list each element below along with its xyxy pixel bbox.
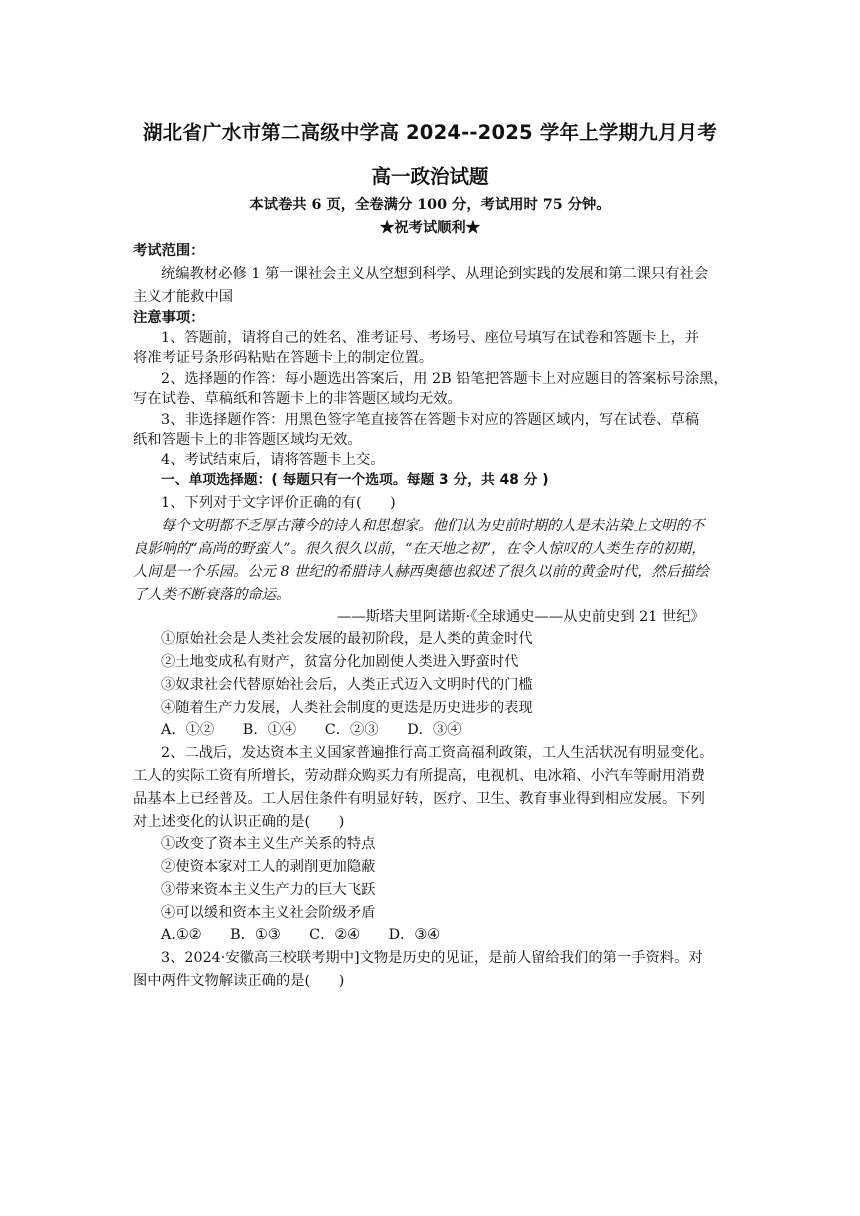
- q1-passage-1: 每个文明都不乏厚古薄今的诗人和思想家。他们认为史前时期的人是未沾染上文明的不: [161, 518, 705, 534]
- note-1b: 将准考证号条形码粘贴在答题卡上的制定位置。: [133, 350, 434, 366]
- note-2a: 2、选择题的作答：每小题选出答案后，用 2B 铅笔把答题卡上对应题目的答案标号涂黑，: [161, 371, 728, 387]
- notes-heading: 注意事项：: [133, 310, 205, 326]
- q1-choices: A．①② B．①④ C．②③ D．③④: [161, 722, 462, 738]
- scope-line-1: 统编教材必修 1 第一课社会主义从空想到科学、从理论到实践的发展和第二课只有社会: [161, 266, 709, 282]
- exam-wish: ★祝考试顺利★: [379, 220, 481, 236]
- note-1a: 1、答题前，请将自己的姓名、准考证号、考场号、座位号填写在试卷和答题卡上，并: [161, 330, 700, 346]
- q2-choices: A.①② B．①③ C．②④ D．③④: [161, 927, 440, 943]
- q2-option-4: ④可以缓和资本主义社会阶级矛盾: [161, 905, 376, 921]
- q1-passage-4: 了人类不断衰落的命运。: [133, 587, 291, 603]
- q2-stem-3: 品基本上已经普及。工人居住条件有明显好转，医疗、卫生、教育事业得到相应发展。下列: [133, 791, 705, 807]
- note-3a: 3、非选择题作答：用黑色签字笔直接答在答题卡对应的答题区域内，写在试卷、草稿: [161, 412, 700, 428]
- q1-source: ——斯塔夫里阿诺斯·《全球通史——从史前史到 21 世纪》: [337, 609, 705, 625]
- q2-stem-2: 工人的实际工资有所增长，劳动群众购买力有所提高，电视机、电冰箱、小汽车等耐用消费: [133, 768, 705, 784]
- exam-info: 本试卷共 6 页，全卷满分 100 分，考试用时 75 分钟。: [249, 197, 611, 213]
- q1-option-2: ②土地变成私有财产，贫富分化加剧使人类进入野蛮时代: [161, 654, 519, 670]
- q1-option-4: ④随着生产力发展，人类社会制度的更迭是历史进步的表现: [161, 700, 533, 716]
- q2-option-3: ③带来资本主义生产力的巨大飞跃: [161, 882, 376, 898]
- q1-option-3: ③奴隶社会代替原始社会后，人类正式迈入文明时代的门槛: [161, 677, 533, 693]
- q1-stem: 1、下列对于文字评价正确的有( ): [161, 495, 396, 511]
- exam-subject: 高一政治试题: [371, 165, 489, 188]
- q2-option-2: ②使资本家对工人的剥削更加隐蔽: [161, 859, 376, 875]
- note-2b: 写在试卷、草稿纸和答题卡上的非答题区域均无效。: [133, 391, 462, 407]
- q1-passage-3: 人间是一个乐园。公元 8 世纪的希腊诗人赫西奥德也叙述了很久以前的黄金时代，然后描绘: [133, 564, 709, 580]
- q2-stem-4: 对上述变化的认识正确的是( ): [133, 814, 345, 830]
- note-3b: 纸和答题卡上的非答题区域均无效。: [133, 432, 362, 448]
- q2-option-1: ①改变了资本主义生产关系的特点: [161, 836, 376, 852]
- scope-heading: 考试范围：: [133, 243, 205, 259]
- q3-stem-1: 3、2024·安徽高三校联考期中]文物是历史的见证，是前人留给我们的第一手资料。对: [161, 950, 703, 966]
- q1-option-1: ①原始社会是人类社会发展的最初阶段，是人类的黄金时代: [161, 631, 533, 647]
- section-1-heading: 一、单项选择题：( 每题只有一个选项。每题 3 分，共 48 分 ): [161, 472, 549, 488]
- q1-passage-2: 良影响的“高尚的野蛮人”。很久很久以前，“在天地之初”，在令人惊叹的人类生存的初期，: [133, 541, 706, 557]
- note-4: 4、考试结束后，请将答题卡上交。: [161, 452, 385, 468]
- scope-line-2: 主义才能救中国: [133, 289, 234, 305]
- exam-title: 湖北省广水市第二高级中学高 2024--2025 学年上学期九月月考: [142, 121, 718, 144]
- q2-stem-1: 2、二战后，发达资本主义国家普遍推行高工资高福利政策，工人生活状况有明显变化。: [161, 745, 714, 761]
- q3-stem-2: 图中两件文物解读正确的是( ): [133, 973, 345, 989]
